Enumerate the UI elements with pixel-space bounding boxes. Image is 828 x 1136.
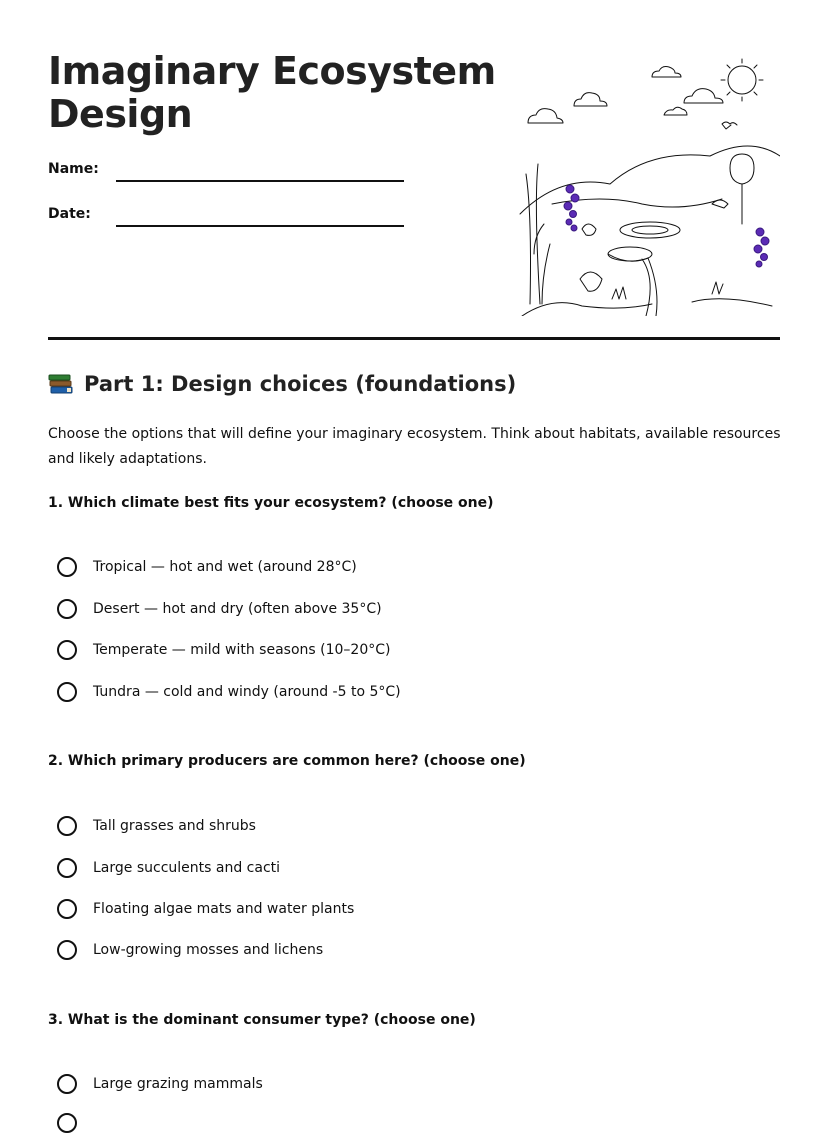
title-line-1: Imaginary Ecosystem (48, 49, 496, 93)
option-label: Tropical — hot and wet (around 28°C) (93, 559, 357, 575)
option-label: Large succulents and cacti (93, 860, 281, 876)
option-label: Tall grasses and shrubs (93, 818, 256, 834)
q1-option-tropical[interactable] (57, 554, 357, 580)
q1-option-desert[interactable] (57, 596, 382, 622)
radio-button[interactable] (57, 557, 77, 577)
q3-option-next[interactable] (57, 1110, 93, 1136)
name-field-line[interactable] (116, 180, 404, 182)
radio-button[interactable] (57, 816, 77, 836)
question-3: 3. What is the dominant consumer type? (choose one) (48, 1012, 476, 1028)
section-divider (48, 337, 780, 340)
part-1-heading-text: Part 1: Design choices (foundations) (84, 372, 517, 396)
sun-icon (721, 59, 763, 101)
option-label: Temperate — mild with seasons (10–20°C) (93, 642, 391, 658)
question-1: 1. Which climate best fits your ecosystem? (choose one) (48, 495, 494, 511)
books-icon (48, 372, 74, 396)
name-label: Name: (48, 161, 99, 177)
part-1-heading (48, 372, 516, 396)
q1-option-temperate[interactable] (57, 637, 390, 663)
part-1-intro: Choose the options that will define your imaginary ecosystem. Think about habitats, available resources and likely adaptations. (48, 426, 781, 467)
radio-button[interactable] (57, 1113, 77, 1133)
radio-button[interactable] (57, 1074, 77, 1094)
radio-button[interactable] (57, 940, 77, 960)
bird-icon (722, 122, 737, 129)
date-field-line[interactable] (116, 225, 404, 227)
option-label: Desert — hot and dry (often above 35°C) (93, 601, 382, 617)
radio-button[interactable] (57, 899, 77, 919)
q2-option-grasses[interactable] (57, 813, 256, 839)
option-label: Large grazing mammals (93, 1076, 263, 1092)
radio-button[interactable] (57, 599, 77, 619)
q2-option-algae[interactable] (57, 896, 354, 922)
title-line-2: Design (48, 92, 193, 136)
date-label: Date: (48, 206, 91, 222)
q1-option-tundra[interactable] (57, 679, 401, 705)
radio-button[interactable] (57, 858, 77, 878)
cloud-icon (528, 67, 723, 124)
q2-option-mosses[interactable] (57, 937, 323, 963)
question-2: 2. Which primary producers are common here? (choose one) (48, 753, 526, 769)
option-label: Floating algae mats and water plants (93, 901, 355, 917)
option-label: Tundra — cold and windy (around -5 to 5°C) (93, 684, 401, 700)
radio-button[interactable] (57, 682, 77, 702)
radio-button[interactable] (57, 640, 77, 660)
option-label: Low-growing mosses and lichens (93, 942, 324, 958)
q2-option-succulents[interactable] (57, 855, 280, 881)
ecosystem-illustration (512, 54, 780, 316)
worksheet-title (48, 50, 496, 136)
q3-option-grazing-mammals[interactable] (57, 1071, 263, 1097)
